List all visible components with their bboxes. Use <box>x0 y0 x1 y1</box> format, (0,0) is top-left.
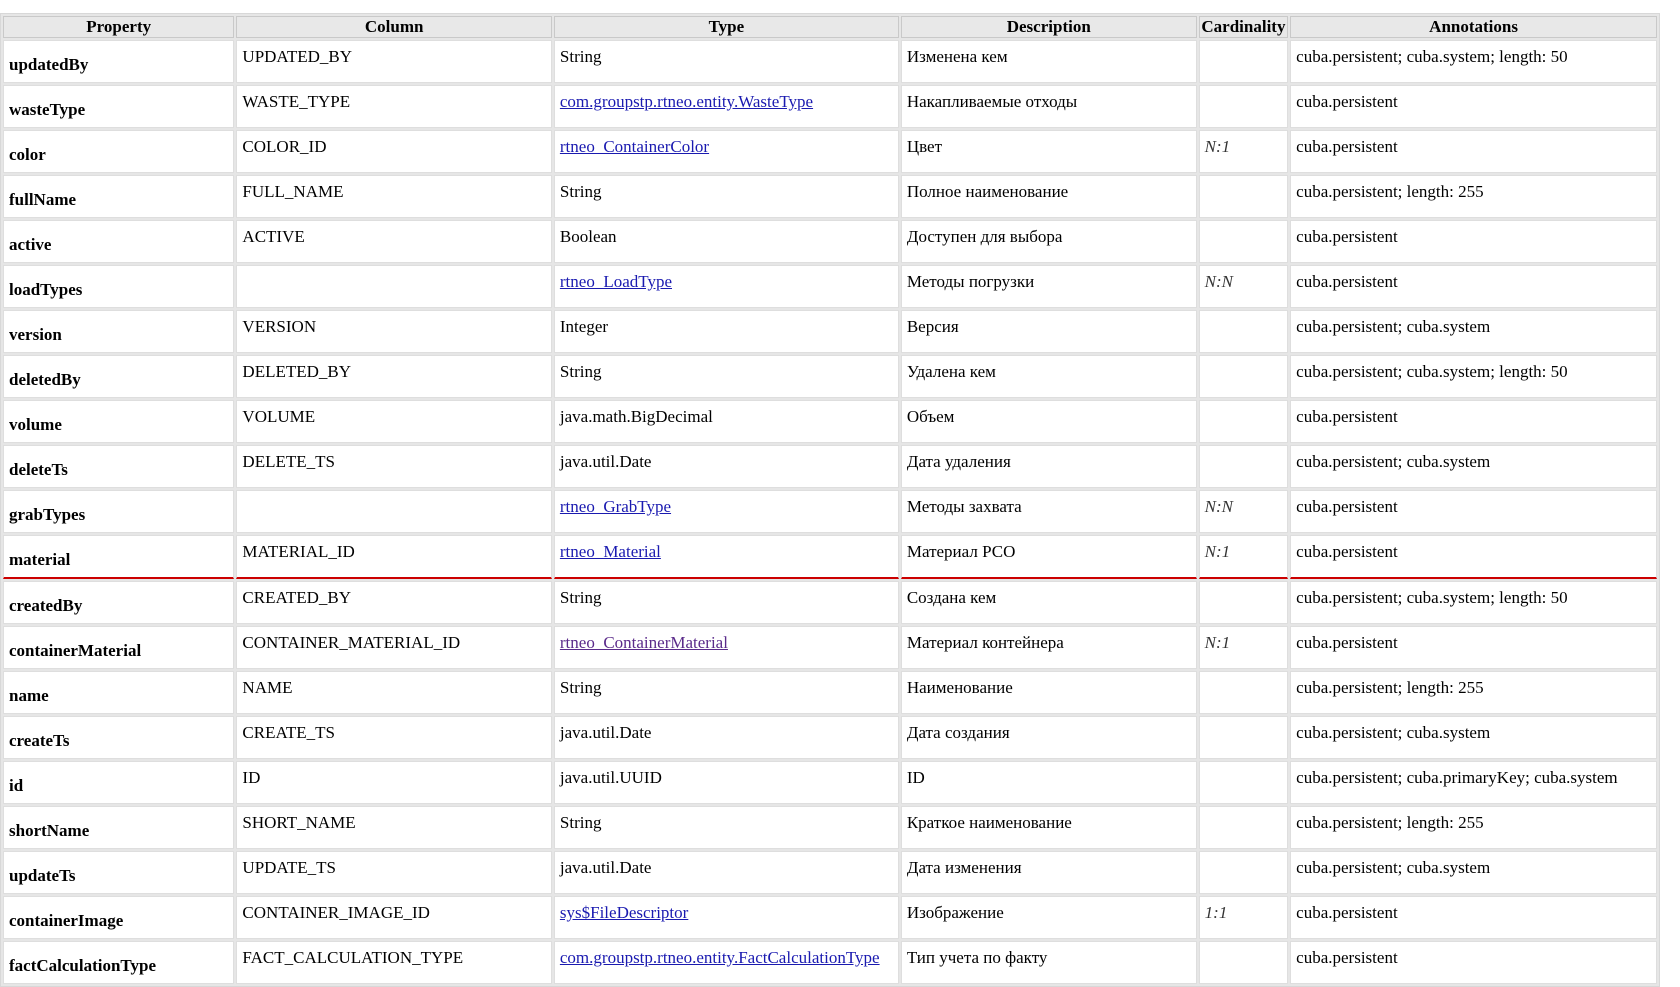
property-cell: shortName <box>3 806 234 849</box>
property-cell: updateTs <box>3 851 234 894</box>
table-row <box>3 310 1657 353</box>
type-cell: String <box>554 806 899 849</box>
description-cell: ID <box>901 761 1197 804</box>
table-row <box>3 40 1657 83</box>
cardinality-cell <box>1199 85 1289 128</box>
table-row <box>3 671 1657 714</box>
column-cell <box>236 265 551 308</box>
description-cell: Дата создания <box>901 716 1197 759</box>
annotations-cell: cuba.persistent; cuba.system <box>1290 310 1657 353</box>
type-cell <box>554 490 899 533</box>
cardinality-cell <box>1199 400 1289 443</box>
property-cell: deletedBy <box>3 355 234 398</box>
property-cell: material <box>3 535 234 579</box>
annotations-cell: cuba.persistent; length: 255 <box>1290 671 1657 714</box>
type-cell: java.util.Date <box>554 445 899 488</box>
cardinality-cell: N:1 <box>1199 626 1289 669</box>
type-cell: java.util.UUID <box>554 761 899 804</box>
description-cell: Материал РСО <box>901 535 1197 579</box>
annotations-cell: cuba.persistent; cuba.system <box>1290 445 1657 488</box>
cardinality-cell: N:N <box>1199 265 1289 308</box>
annotations-cell: cuba.persistent <box>1290 626 1657 669</box>
annotations-cell: cuba.persistent; length: 255 <box>1290 175 1657 218</box>
description-cell: Объем <box>901 400 1197 443</box>
property-cell: color <box>3 130 234 173</box>
header-cardinality: Cardinality <box>1199 16 1289 38</box>
property-cell: createTs <box>3 716 234 759</box>
table-row <box>3 806 1657 849</box>
annotations-cell: cuba.persistent <box>1290 535 1657 579</box>
annotations-cell: cuba.persistent <box>1290 265 1657 308</box>
table-row <box>3 265 1657 308</box>
description-cell: Изображение <box>901 896 1197 939</box>
table-body <box>3 40 1657 984</box>
description-cell: Изменена кем <box>901 40 1197 83</box>
description-cell: Методы погрузки <box>901 265 1197 308</box>
type-link[interactable]: rtneo_LoadType <box>559 272 672 291</box>
property-cell: loadTypes <box>3 265 234 308</box>
table-row <box>3 445 1657 488</box>
column-cell: DELETED_BY <box>236 355 551 398</box>
column-cell: VERSION <box>236 310 551 353</box>
type-cell: String <box>554 581 899 624</box>
annotations-cell: cuba.persistent; length: 255 <box>1290 806 1657 849</box>
cardinality-cell <box>1199 671 1289 714</box>
column-cell: CREATED_BY <box>236 581 551 624</box>
header-description: Description <box>901 16 1197 38</box>
annotations-cell: cuba.persistent <box>1290 130 1657 173</box>
property-cell: active <box>3 220 234 263</box>
cardinality-cell <box>1199 40 1289 83</box>
description-cell: Доступен для выбора <box>901 220 1197 263</box>
description-cell: Методы захвата <box>901 490 1197 533</box>
table-row <box>3 851 1657 894</box>
annotations-cell: cuba.persistent <box>1290 85 1657 128</box>
column-cell: SHORT_NAME <box>236 806 551 849</box>
annotations-cell: cuba.persistent; cuba.primaryKey; cuba.system <box>1290 761 1657 804</box>
annotations-cell: cuba.persistent <box>1290 490 1657 533</box>
property-cell: grabTypes <box>3 490 234 533</box>
cardinality-cell <box>1199 716 1289 759</box>
type-link[interactable]: rtneo_GrabType <box>559 497 672 516</box>
column-cell: COLOR_ID <box>236 130 551 173</box>
property-cell: containerMaterial <box>3 626 234 669</box>
column-cell: MATERIAL_ID <box>236 535 551 579</box>
table-row <box>3 355 1657 398</box>
property-cell: volume <box>3 400 234 443</box>
type-cell: Integer <box>554 310 899 353</box>
type-cell: Boolean <box>554 220 899 263</box>
table-row <box>3 130 1657 173</box>
cardinality-cell <box>1199 581 1289 624</box>
column-cell: WASTE_TYPE <box>236 85 551 128</box>
type-link[interactable]: rtneo_ContainerMaterial <box>559 633 728 652</box>
cardinality-cell <box>1199 310 1289 353</box>
description-cell: Дата изменения <box>901 851 1197 894</box>
table-row <box>3 535 1657 579</box>
property-cell: wasteType <box>3 85 234 128</box>
table-row <box>3 175 1657 218</box>
property-cell: version <box>3 310 234 353</box>
description-cell: Материал контейнера <box>901 626 1197 669</box>
description-cell: Версия <box>901 310 1197 353</box>
annotations-cell: cuba.persistent <box>1290 941 1657 984</box>
header-annotations: Annotations <box>1290 16 1657 38</box>
annotations-cell: cuba.persistent <box>1290 896 1657 939</box>
header-property: Property <box>3 16 234 38</box>
column-cell: DELETE_TS <box>236 445 551 488</box>
column-cell: VOLUME <box>236 400 551 443</box>
type-link[interactable]: sys$FileDescriptor <box>559 903 689 922</box>
type-cell <box>554 265 899 308</box>
type-cell <box>554 896 899 939</box>
description-cell: Цвет <box>901 130 1197 173</box>
cardinality-cell <box>1199 806 1289 849</box>
header-type: Type <box>554 16 899 38</box>
table-row <box>3 716 1657 759</box>
column-cell: FACT_CALCULATION_TYPE <box>236 941 551 984</box>
table-row <box>3 85 1657 128</box>
cardinality-cell <box>1199 941 1289 984</box>
column-cell: CONTAINER_IMAGE_ID <box>236 896 551 939</box>
type-cell <box>554 535 899 579</box>
column-cell: UPDATE_TS <box>236 851 551 894</box>
property-cell: name <box>3 671 234 714</box>
cardinality-cell <box>1199 445 1289 488</box>
cardinality-cell: N:1 <box>1199 535 1289 579</box>
column-cell: UPDATED_BY <box>236 40 551 83</box>
type-link[interactable]: rtneo_Material <box>559 542 661 561</box>
description-cell: Краткое наименование <box>901 806 1197 849</box>
annotations-cell: cuba.persistent; cuba.system <box>1290 851 1657 894</box>
entity-attributes-table <box>0 13 1660 987</box>
table-row <box>3 626 1657 669</box>
cardinality-cell: 1:1 <box>1199 896 1289 939</box>
type-cell: String <box>554 671 899 714</box>
table-row <box>3 761 1657 804</box>
column-cell: CREATE_TS <box>236 716 551 759</box>
annotations-cell: cuba.persistent; cuba.system; length: 50 <box>1290 355 1657 398</box>
table-row <box>3 941 1657 984</box>
type-link[interactable]: com.groupstp.rtneo.entity.FactCalculationType <box>559 948 880 967</box>
cardinality-cell <box>1199 220 1289 263</box>
table-row <box>3 400 1657 443</box>
description-cell: Накапливаемые отходы <box>901 85 1197 128</box>
property-cell: updatedBy <box>3 40 234 83</box>
type-cell <box>554 85 899 128</box>
header-column: Column <box>236 16 551 38</box>
type-link[interactable]: rtneo_ContainerColor <box>559 137 710 156</box>
type-cell: String <box>554 40 899 83</box>
column-cell: ID <box>236 761 551 804</box>
property-cell: containerImage <box>3 896 234 939</box>
cardinality-cell <box>1199 355 1289 398</box>
table-row <box>3 220 1657 263</box>
type-cell: java.util.Date <box>554 716 899 759</box>
cardinality-cell: N:1 <box>1199 130 1289 173</box>
annotations-cell: cuba.persistent; cuba.system <box>1290 716 1657 759</box>
type-cell <box>554 626 899 669</box>
description-cell: Дата удаления <box>901 445 1197 488</box>
column-cell: CONTAINER_MATERIAL_ID <box>236 626 551 669</box>
property-cell: createdBy <box>3 581 234 624</box>
cardinality-cell: N:N <box>1199 490 1289 533</box>
cardinality-cell <box>1199 761 1289 804</box>
column-cell: FULL_NAME <box>236 175 551 218</box>
annotations-cell: cuba.persistent <box>1290 400 1657 443</box>
type-cell: java.math.BigDecimal <box>554 400 899 443</box>
annotations-cell: cuba.persistent; cuba.system; length: 50 <box>1290 40 1657 83</box>
table-header-row <box>3 16 1657 38</box>
property-cell: factCalculationType <box>3 941 234 984</box>
property-cell: fullName <box>3 175 234 218</box>
description-cell: Удалена кем <box>901 355 1197 398</box>
type-cell <box>554 941 899 984</box>
annotations-cell: cuba.persistent <box>1290 220 1657 263</box>
description-cell: Создана кем <box>901 581 1197 624</box>
column-cell: ACTIVE <box>236 220 551 263</box>
description-cell: Полное наименование <box>901 175 1197 218</box>
property-cell: deleteTs <box>3 445 234 488</box>
description-cell: Тип учета по факту <box>901 941 1197 984</box>
column-cell <box>236 490 551 533</box>
table-row <box>3 490 1657 533</box>
column-cell: NAME <box>236 671 551 714</box>
annotations-cell: cuba.persistent; cuba.system; length: 50 <box>1290 581 1657 624</box>
type-cell: java.util.Date <box>554 851 899 894</box>
type-link[interactable]: com.groupstp.rtneo.entity.WasteType <box>559 92 814 111</box>
type-cell: String <box>554 175 899 218</box>
property-cell: id <box>3 761 234 804</box>
table-row <box>3 896 1657 939</box>
description-cell: Наименование <box>901 671 1197 714</box>
type-cell: String <box>554 355 899 398</box>
cardinality-cell <box>1199 851 1289 894</box>
type-cell <box>554 130 899 173</box>
cardinality-cell <box>1199 175 1289 218</box>
table-row <box>3 581 1657 624</box>
